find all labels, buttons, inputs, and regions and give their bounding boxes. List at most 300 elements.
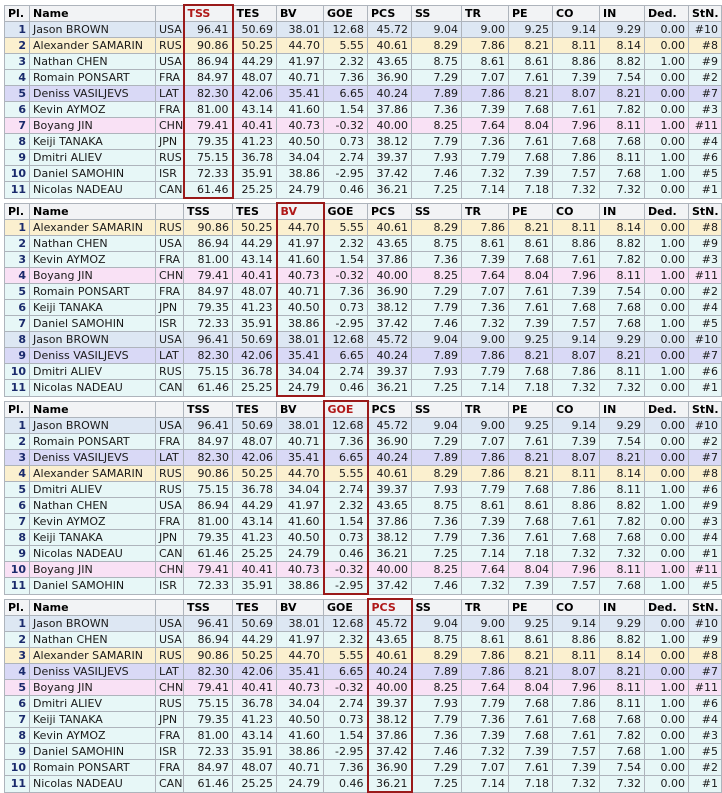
cell-ss: 7.36 <box>412 728 462 744</box>
cell-place: 4 <box>5 70 30 86</box>
cell-tes: 48.07 <box>233 434 277 450</box>
cell-co: 7.86 <box>553 364 600 380</box>
table-row <box>5 680 722 696</box>
column-header-ded[interactable]: Ded. <box>645 401 689 418</box>
cell-start-number: #6 <box>689 364 722 380</box>
cell-name: Daniel SAMOHIN <box>30 316 156 332</box>
cell-in: 8.82 <box>600 54 645 70</box>
cell-tr: 7.79 <box>462 150 509 166</box>
cell-pcs: 38.12 <box>368 530 412 546</box>
cell-tss: 86.94 <box>184 54 233 70</box>
cell-place: 9 <box>5 348 30 364</box>
cell-ss: 7.93 <box>412 364 462 380</box>
cell-start-number: #7 <box>689 664 722 680</box>
cell-tss: 90.86 <box>184 220 233 236</box>
cell-nation: CHN <box>156 680 184 696</box>
column-header-name[interactable]: Name <box>30 599 156 616</box>
column-header-place[interactable]: Pl. <box>5 5 30 22</box>
cell-nation: FRA <box>156 70 184 86</box>
cell-co: 8.07 <box>553 348 600 364</box>
cell-tss: 79.41 <box>184 268 233 284</box>
table-row <box>5 744 722 760</box>
cell-pcs: 37.42 <box>368 316 412 332</box>
cell-ded: 0.00 <box>645 434 689 450</box>
cell-in: 7.82 <box>600 728 645 744</box>
cell-place: 3 <box>5 54 30 70</box>
cell-start-number: #2 <box>689 284 722 300</box>
column-header-nation[interactable] <box>156 599 184 616</box>
cell-tss: 96.41 <box>184 332 233 348</box>
cell-in: 9.29 <box>600 418 645 434</box>
cell-tss: 72.33 <box>184 744 233 760</box>
column-header-start-number[interactable]: StN. <box>689 203 722 220</box>
column-header-goe[interactable]: GOE <box>324 599 368 616</box>
column-header-ded[interactable]: Ded. <box>645 203 689 220</box>
cell-ded: 1.00 <box>645 578 689 595</box>
cell-bv: 40.71 <box>277 70 324 86</box>
cell-start-number: #7 <box>689 348 722 364</box>
results-table <box>4 400 722 595</box>
column-header-tes[interactable]: TES <box>233 5 277 22</box>
cell-ded: 0.00 <box>645 728 689 744</box>
column-header-place[interactable]: Pl. <box>5 203 30 220</box>
cell-start-number: #5 <box>689 578 722 595</box>
cell-start-number: #10 <box>689 332 722 348</box>
column-header-ded[interactable]: Ded. <box>645 599 689 616</box>
cell-ded: 0.00 <box>645 22 689 38</box>
cell-ss: 7.25 <box>412 380 462 397</box>
cell-bv: 41.97 <box>277 236 324 252</box>
cell-name: Dmitri ALIEV <box>30 482 156 498</box>
table-row <box>5 760 722 776</box>
column-header-bv[interactable]: BV <box>277 401 324 418</box>
column-header-bv[interactable]: BV <box>277 5 324 22</box>
results-table-sorted-pcs <box>4 598 719 791</box>
cell-tss: 96.41 <box>184 418 233 434</box>
cell-name: Nathan CHEN <box>30 632 156 648</box>
cell-place: 1 <box>5 616 30 632</box>
cell-ded: 0.00 <box>645 284 689 300</box>
cell-tes: 44.29 <box>233 498 277 514</box>
cell-in: 7.68 <box>600 744 645 760</box>
cell-pe: 7.18 <box>509 380 553 397</box>
cell-ss: 8.29 <box>412 220 462 236</box>
cell-in: 8.21 <box>600 348 645 364</box>
column-header-tr[interactable]: TR <box>462 203 509 220</box>
cell-bv: 40.50 <box>277 300 324 316</box>
cell-place: 3 <box>5 450 30 466</box>
cell-place: 11 <box>5 380 30 397</box>
cell-place: 1 <box>5 22 30 38</box>
cell-pe: 7.18 <box>509 776 553 793</box>
cell-tes: 43.14 <box>233 728 277 744</box>
cell-ss: 7.36 <box>412 102 462 118</box>
column-header-ss[interactable]: SS <box>412 203 462 220</box>
table-row <box>5 498 722 514</box>
cell-tes: 50.69 <box>233 332 277 348</box>
cell-ded: 0.00 <box>645 38 689 54</box>
column-header-start-number[interactable]: StN. <box>689 5 722 22</box>
cell-co: 8.11 <box>553 648 600 664</box>
cell-tss: 82.30 <box>184 664 233 680</box>
table-row <box>5 648 722 664</box>
cell-tr: 9.00 <box>462 22 509 38</box>
cell-in: 9.29 <box>600 332 645 348</box>
cell-pe: 8.04 <box>509 562 553 578</box>
cell-bv: 34.04 <box>277 150 324 166</box>
cell-tes: 40.41 <box>233 562 277 578</box>
cell-ded: 1.00 <box>645 54 689 70</box>
column-header-ss[interactable]: SS <box>412 401 462 418</box>
cell-ss: 7.89 <box>412 664 462 680</box>
cell-bv: 34.04 <box>277 696 324 712</box>
cell-co: 7.61 <box>553 514 600 530</box>
cell-goe: 5.55 <box>324 38 368 54</box>
column-header-start-number[interactable]: StN. <box>689 401 722 418</box>
cell-pe: 7.61 <box>509 70 553 86</box>
cell-in: 7.68 <box>600 712 645 728</box>
column-header-tss[interactable]: TSS <box>184 599 233 616</box>
cell-name: Kevin AYMOZ <box>30 728 156 744</box>
cell-start-number: #11 <box>689 118 722 134</box>
cell-tes: 36.78 <box>233 696 277 712</box>
cell-pe: 8.21 <box>509 86 553 102</box>
cell-name: Jason BROWN <box>30 616 156 632</box>
cell-start-number: #4 <box>689 300 722 316</box>
cell-start-number: #10 <box>689 22 722 38</box>
cell-nation: USA <box>156 632 184 648</box>
column-header-bv[interactable]: BV <box>277 599 324 616</box>
cell-tes: 44.29 <box>233 632 277 648</box>
cell-tr: 7.32 <box>462 744 509 760</box>
cell-in: 7.68 <box>600 578 645 595</box>
column-header-ss[interactable]: SS <box>412 599 462 616</box>
cell-tes: 40.41 <box>233 268 277 284</box>
cell-name: Boyang JIN <box>30 562 156 578</box>
cell-tes: 35.91 <box>233 578 277 595</box>
results-table <box>4 598 722 793</box>
cell-ded: 0.00 <box>645 348 689 364</box>
column-header-tss[interactable]: TSS <box>184 5 233 22</box>
cell-start-number: #9 <box>689 54 722 70</box>
cell-ss: 7.89 <box>412 450 462 466</box>
cell-nation: ISR <box>156 316 184 332</box>
table-row <box>5 434 722 450</box>
cell-tr: 7.86 <box>462 664 509 680</box>
column-header-tss[interactable]: TSS <box>184 203 233 220</box>
cell-name: Alexander SAMARIN <box>30 466 156 482</box>
column-header-co[interactable]: CO <box>553 203 600 220</box>
cell-pcs: 37.86 <box>368 102 412 118</box>
cell-pe: 7.61 <box>509 760 553 776</box>
cell-tes: 48.07 <box>233 760 277 776</box>
column-header-co[interactable]: CO <box>553 599 600 616</box>
cell-nation: JPN <box>156 712 184 728</box>
cell-ded: 0.00 <box>645 616 689 632</box>
cell-co: 7.61 <box>553 252 600 268</box>
cell-tes: 42.06 <box>233 450 277 466</box>
cell-place: 2 <box>5 632 30 648</box>
cell-place: 6 <box>5 498 30 514</box>
column-header-tes[interactable]: TES <box>233 203 277 220</box>
column-header-tss[interactable]: TSS <box>184 401 233 418</box>
cell-tr: 7.86 <box>462 38 509 54</box>
cell-co: 7.39 <box>553 760 600 776</box>
cell-name: Nathan CHEN <box>30 54 156 70</box>
column-header-place[interactable]: Pl. <box>5 599 30 616</box>
cell-in: 7.32 <box>600 182 645 199</box>
table-row <box>5 22 722 38</box>
cell-ss: 7.79 <box>412 712 462 728</box>
cell-goe: 7.36 <box>324 284 368 300</box>
cell-tss: 61.46 <box>184 380 233 397</box>
cell-tes: 43.14 <box>233 514 277 530</box>
cell-pcs: 43.65 <box>368 632 412 648</box>
cell-bv: 44.70 <box>277 220 324 236</box>
cell-pe: 7.18 <box>509 182 553 199</box>
column-header-goe[interactable]: GOE <box>324 401 368 418</box>
cell-place: 10 <box>5 166 30 182</box>
results-table-sorted-tss <box>4 4 719 197</box>
cell-co: 7.32 <box>553 380 600 397</box>
results-table-sorted-bv <box>4 202 719 395</box>
cell-start-number: #6 <box>689 482 722 498</box>
cell-co: 7.96 <box>553 268 600 284</box>
column-header-ded[interactable]: Ded. <box>645 5 689 22</box>
cell-goe: 5.55 <box>324 648 368 664</box>
cell-name: Boyang JIN <box>30 118 156 134</box>
table-row <box>5 134 722 150</box>
cell-co: 8.11 <box>553 220 600 236</box>
cell-start-number: #11 <box>689 562 722 578</box>
cell-pcs: 39.37 <box>368 482 412 498</box>
cell-nation: FRA <box>156 102 184 118</box>
column-header-tes[interactable]: TES <box>233 599 277 616</box>
table-row <box>5 220 722 236</box>
cell-co: 7.96 <box>553 118 600 134</box>
cell-name: Keiji TANAKA <box>30 712 156 728</box>
column-header-goe[interactable]: GOE <box>324 5 368 22</box>
cell-ss: 9.04 <box>412 332 462 348</box>
table-row <box>5 284 722 300</box>
cell-ss: 7.36 <box>412 252 462 268</box>
cell-tss: 96.41 <box>184 616 233 632</box>
column-header-bv[interactable]: BV <box>277 203 324 220</box>
cell-co: 7.57 <box>553 744 600 760</box>
cell-bv: 40.73 <box>277 118 324 134</box>
cell-goe: 5.55 <box>324 466 368 482</box>
cell-goe: 7.36 <box>324 70 368 86</box>
column-header-tr[interactable]: TR <box>462 5 509 22</box>
cell-in: 8.11 <box>600 268 645 284</box>
cell-place: 1 <box>5 220 30 236</box>
cell-pcs: 40.24 <box>368 664 412 680</box>
cell-name: Deniss VASILJEVS <box>30 348 156 364</box>
cell-pcs: 37.42 <box>368 578 412 595</box>
column-header-in[interactable]: IN <box>600 401 645 418</box>
cell-nation: USA <box>156 498 184 514</box>
cell-bv: 24.79 <box>277 380 324 397</box>
cell-ss: 8.75 <box>412 236 462 252</box>
cell-goe: 1.54 <box>324 728 368 744</box>
column-header-co[interactable]: CO <box>553 401 600 418</box>
column-header-in[interactable]: IN <box>600 203 645 220</box>
cell-ded: 0.00 <box>645 182 689 199</box>
cell-pcs: 38.12 <box>368 134 412 150</box>
cell-co: 7.68 <box>553 134 600 150</box>
cell-name: Boyang JIN <box>30 268 156 284</box>
cell-co: 7.96 <box>553 562 600 578</box>
cell-nation: USA <box>156 418 184 434</box>
cell-tr: 7.36 <box>462 530 509 546</box>
column-header-pe[interactable]: PE <box>509 401 553 418</box>
cell-nation: FRA <box>156 434 184 450</box>
cell-pcs: 37.86 <box>368 728 412 744</box>
cell-pe: 9.25 <box>509 22 553 38</box>
table-row <box>5 166 722 182</box>
cell-place: 10 <box>5 760 30 776</box>
cell-nation: RUS <box>156 364 184 380</box>
cell-goe: 1.54 <box>324 252 368 268</box>
cell-ss: 7.46 <box>412 578 462 595</box>
cell-bv: 24.79 <box>277 776 324 793</box>
cell-nation: FRA <box>156 284 184 300</box>
cell-tes: 41.23 <box>233 530 277 546</box>
column-header-pcs[interactable]: PCS <box>368 5 412 22</box>
results-table <box>4 4 722 199</box>
column-header-pe[interactable]: PE <box>509 599 553 616</box>
cell-pcs: 37.42 <box>368 744 412 760</box>
table-row <box>5 236 722 252</box>
cell-goe: -2.95 <box>324 166 368 182</box>
cell-bv: 41.60 <box>277 102 324 118</box>
cell-start-number: #6 <box>689 150 722 166</box>
cell-co: 8.86 <box>553 632 600 648</box>
cell-nation: RUS <box>156 466 184 482</box>
table-row <box>5 632 722 648</box>
cell-ded: 1.00 <box>645 364 689 380</box>
column-header-place[interactable]: Pl. <box>5 401 30 418</box>
cell-start-number: #11 <box>689 680 722 696</box>
cell-nation: LAT <box>156 450 184 466</box>
cell-in: 8.14 <box>600 220 645 236</box>
cell-goe: 0.46 <box>324 546 368 562</box>
column-header-tr[interactable]: TR <box>462 599 509 616</box>
cell-in: 7.54 <box>600 70 645 86</box>
column-header-in[interactable]: IN <box>600 5 645 22</box>
cell-in: 7.54 <box>600 760 645 776</box>
cell-bv: 40.71 <box>277 284 324 300</box>
cell-goe: 0.46 <box>324 182 368 199</box>
column-header-nation[interactable] <box>156 5 184 22</box>
cell-in: 8.11 <box>600 680 645 696</box>
table-row <box>5 300 722 316</box>
cell-pe: 7.61 <box>509 134 553 150</box>
cell-goe: 2.74 <box>324 150 368 166</box>
column-header-in[interactable]: IN <box>600 599 645 616</box>
column-header-nation[interactable] <box>156 401 184 418</box>
cell-nation: USA <box>156 236 184 252</box>
cell-nation: RUS <box>156 38 184 54</box>
cell-ded: 1.00 <box>645 696 689 712</box>
cell-pcs: 40.00 <box>368 562 412 578</box>
cell-bv: 44.70 <box>277 466 324 482</box>
table-row <box>5 578 722 595</box>
cell-ss: 8.29 <box>412 38 462 54</box>
cell-pe: 7.39 <box>509 166 553 182</box>
cell-pcs: 40.24 <box>368 348 412 364</box>
column-header-pe[interactable]: PE <box>509 203 553 220</box>
cell-in: 8.11 <box>600 562 645 578</box>
column-header-name[interactable]: Name <box>30 203 156 220</box>
cell-tr: 8.61 <box>462 632 509 648</box>
cell-ss: 8.75 <box>412 498 462 514</box>
cell-tes: 42.06 <box>233 86 277 102</box>
cell-pe: 8.61 <box>509 236 553 252</box>
cell-ded: 0.00 <box>645 530 689 546</box>
cell-name: Deniss VASILJEVS <box>30 664 156 680</box>
cell-tss: 61.46 <box>184 546 233 562</box>
column-header-nation[interactable] <box>156 203 184 220</box>
column-header-ss[interactable]: SS <box>412 5 462 22</box>
cell-nation: CAN <box>156 182 184 199</box>
cell-place: 7 <box>5 316 30 332</box>
cell-name: Daniel SAMOHIN <box>30 578 156 595</box>
cell-tes: 40.41 <box>233 118 277 134</box>
cell-goe: 0.73 <box>324 712 368 728</box>
cell-pcs: 40.00 <box>368 118 412 134</box>
header-row <box>5 599 722 616</box>
cell-ss: 7.36 <box>412 514 462 530</box>
column-header-tr[interactable]: TR <box>462 401 509 418</box>
cell-bv: 35.41 <box>277 664 324 680</box>
column-header-name[interactable]: Name <box>30 5 156 22</box>
cell-tss: 86.94 <box>184 498 233 514</box>
cell-nation: USA <box>156 332 184 348</box>
cell-start-number: #8 <box>689 38 722 54</box>
cell-co: 7.68 <box>553 712 600 728</box>
cell-place: 4 <box>5 466 30 482</box>
cell-tss: 79.35 <box>184 300 233 316</box>
column-header-pcs[interactable]: PCS <box>368 599 412 616</box>
cell-in: 8.14 <box>600 648 645 664</box>
cell-in: 8.21 <box>600 664 645 680</box>
cell-name: Nathan CHEN <box>30 236 156 252</box>
cell-tr: 7.64 <box>462 680 509 696</box>
cell-goe: -0.32 <box>324 680 368 696</box>
column-header-pe[interactable]: PE <box>509 5 553 22</box>
column-header-tes[interactable]: TES <box>233 401 277 418</box>
table-row <box>5 776 722 793</box>
column-header-pcs[interactable]: PCS <box>368 401 412 418</box>
cell-co: 9.14 <box>553 616 600 632</box>
column-header-name[interactable]: Name <box>30 401 156 418</box>
column-header-pcs[interactable]: PCS <box>368 203 412 220</box>
column-header-start-number[interactable]: StN. <box>689 599 722 616</box>
cell-ss: 8.25 <box>412 680 462 696</box>
cell-tss: 82.30 <box>184 450 233 466</box>
cell-pe: 9.25 <box>509 332 553 348</box>
cell-name: Boyang JIN <box>30 680 156 696</box>
cell-tr: 7.07 <box>462 434 509 450</box>
cell-pe: 8.04 <box>509 118 553 134</box>
cell-name: Nicolas NADEAU <box>30 546 156 562</box>
cell-pcs: 39.37 <box>368 150 412 166</box>
column-header-co[interactable]: CO <box>553 5 600 22</box>
cell-in: 8.14 <box>600 38 645 54</box>
column-header-goe[interactable]: GOE <box>324 203 368 220</box>
cell-tr: 7.64 <box>462 268 509 284</box>
